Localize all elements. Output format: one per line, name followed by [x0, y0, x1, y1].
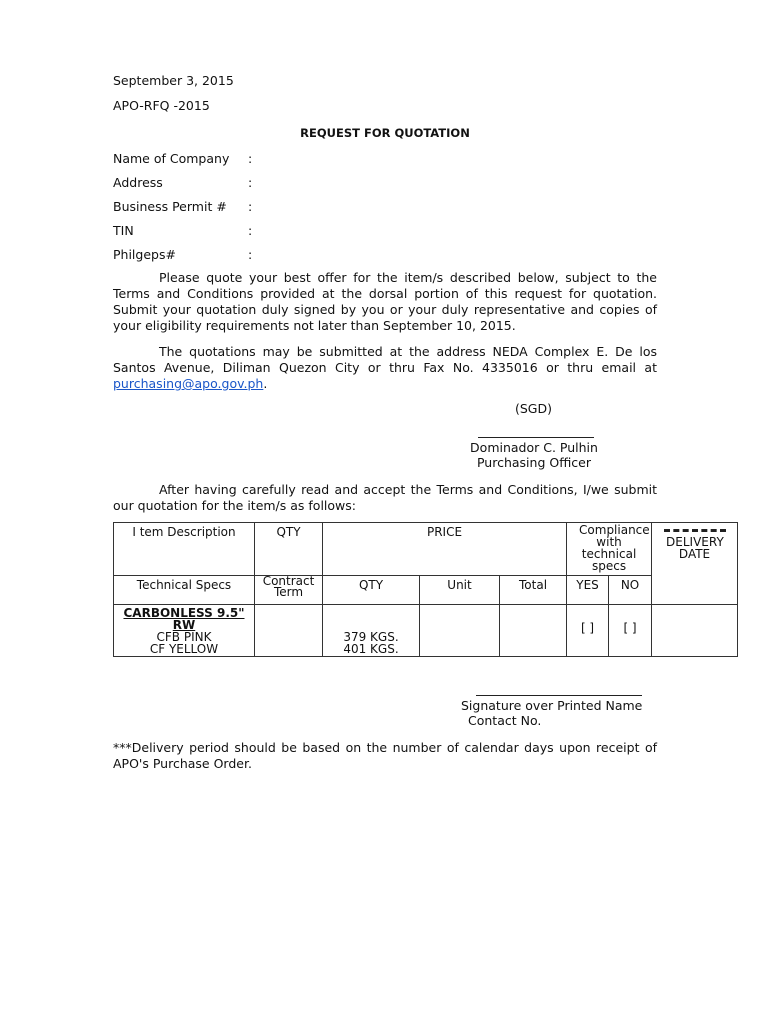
- item-qty-cell: [323, 605, 420, 657]
- reference-number: APO-RFQ -2015: [113, 98, 210, 113]
- header-delivery-date: DELIVERY DATE: [666, 535, 724, 561]
- header-technical-specs: Technical Specs: [114, 576, 255, 605]
- field-company-sep: :: [248, 151, 253, 166]
- header-price-qty: QTY: [323, 576, 420, 605]
- field-company-label: Name of Company: [113, 151, 230, 166]
- header-qty: QTY: [255, 523, 323, 576]
- paragraph-acceptance: After having carefully read and accept the Terms and Conditions, I/we submit our quotation for the item/s as follows:: [113, 482, 657, 513]
- header-compliance: Compliance with technical specs: [567, 523, 652, 576]
- item-name-line1: CARBONLESS 9.5": [123, 606, 245, 620]
- header-yes: YES: [567, 576, 609, 605]
- item-description-cell: [114, 605, 255, 657]
- signatory-position: Purchasing Officer: [476, 455, 591, 470]
- header-price: PRICE: [323, 523, 567, 576]
- field-philgeps-sep: :: [248, 247, 253, 262]
- signature-label: Signature over Printed Name: [461, 698, 643, 713]
- item-name-line2: RW: [172, 618, 196, 632]
- header-unit: Unit: [420, 576, 500, 605]
- document-title: REQUEST FOR QUOTATION: [300, 126, 470, 140]
- quotation-table: [113, 522, 738, 657]
- paragraph-instructions: Please quote your best offer for the item/s described below, subject to the Terms and Conditions provided at the dorsal portion of this request for quotation. Submit your quotation duly signed by you or your duly representative and copies of your eligibility requirements not later than September 10, 2015.: [113, 270, 657, 333]
- item-spec-pink: CFB PINK: [156, 630, 212, 644]
- signature-line: [476, 695, 642, 696]
- item-contract-term: [255, 605, 323, 657]
- field-tin-sep: :: [248, 223, 253, 238]
- field-tin-label: TIN: [113, 223, 134, 238]
- email-link[interactable]: purchasing@apo.gov.ph: [113, 376, 264, 391]
- field-permit-label: Business Permit #: [113, 199, 227, 214]
- item-qty-yellow: 401 KGS.: [343, 642, 399, 656]
- delivery-empty-cell: [652, 576, 738, 605]
- field-philgeps-label: Philgeps#: [113, 247, 176, 262]
- sgd-mark: (SGD): [515, 401, 552, 416]
- contact-label: Contact No.: [468, 713, 542, 728]
- dashed-marker: [664, 529, 726, 532]
- paragraph-submission: The quotations may be submitted at the address NEDA Complex E. De los Santos Avenue, Diliman Quezon City or thru Fax No. 4335016 or thru email at purchasing@apo.gov.ph.: [113, 344, 657, 391]
- signatory-name: Dominador C. Pulhin: [470, 440, 598, 455]
- header-no: NO: [609, 576, 652, 605]
- item-delivery-date: [652, 605, 738, 657]
- item-no-checkbox[interactable]: [ ]: [609, 605, 652, 657]
- field-address-label: Address: [113, 175, 163, 190]
- item-total: [500, 605, 567, 657]
- item-yes-checkbox[interactable]: [ ]: [567, 605, 609, 657]
- item-spec-yellow: CF YELLOW: [149, 642, 219, 656]
- header-delivery-cell: [652, 523, 738, 576]
- item-qty-pink: 379 KGS.: [343, 630, 399, 644]
- header-item-description: I tem Description: [114, 523, 255, 576]
- field-address-sep: :: [248, 175, 253, 190]
- document-date: September 3, 2015: [113, 73, 234, 88]
- header-contract-term: Contract Term: [255, 576, 323, 605]
- footnote: ***Delivery period should be based on the number of calendar days upon receipt of APO's Purchase Order.: [113, 740, 657, 771]
- header-total: Total: [500, 576, 567, 605]
- field-permit-sep: :: [248, 199, 253, 214]
- item-unit: [420, 605, 500, 657]
- signatory-line: [478, 437, 594, 438]
